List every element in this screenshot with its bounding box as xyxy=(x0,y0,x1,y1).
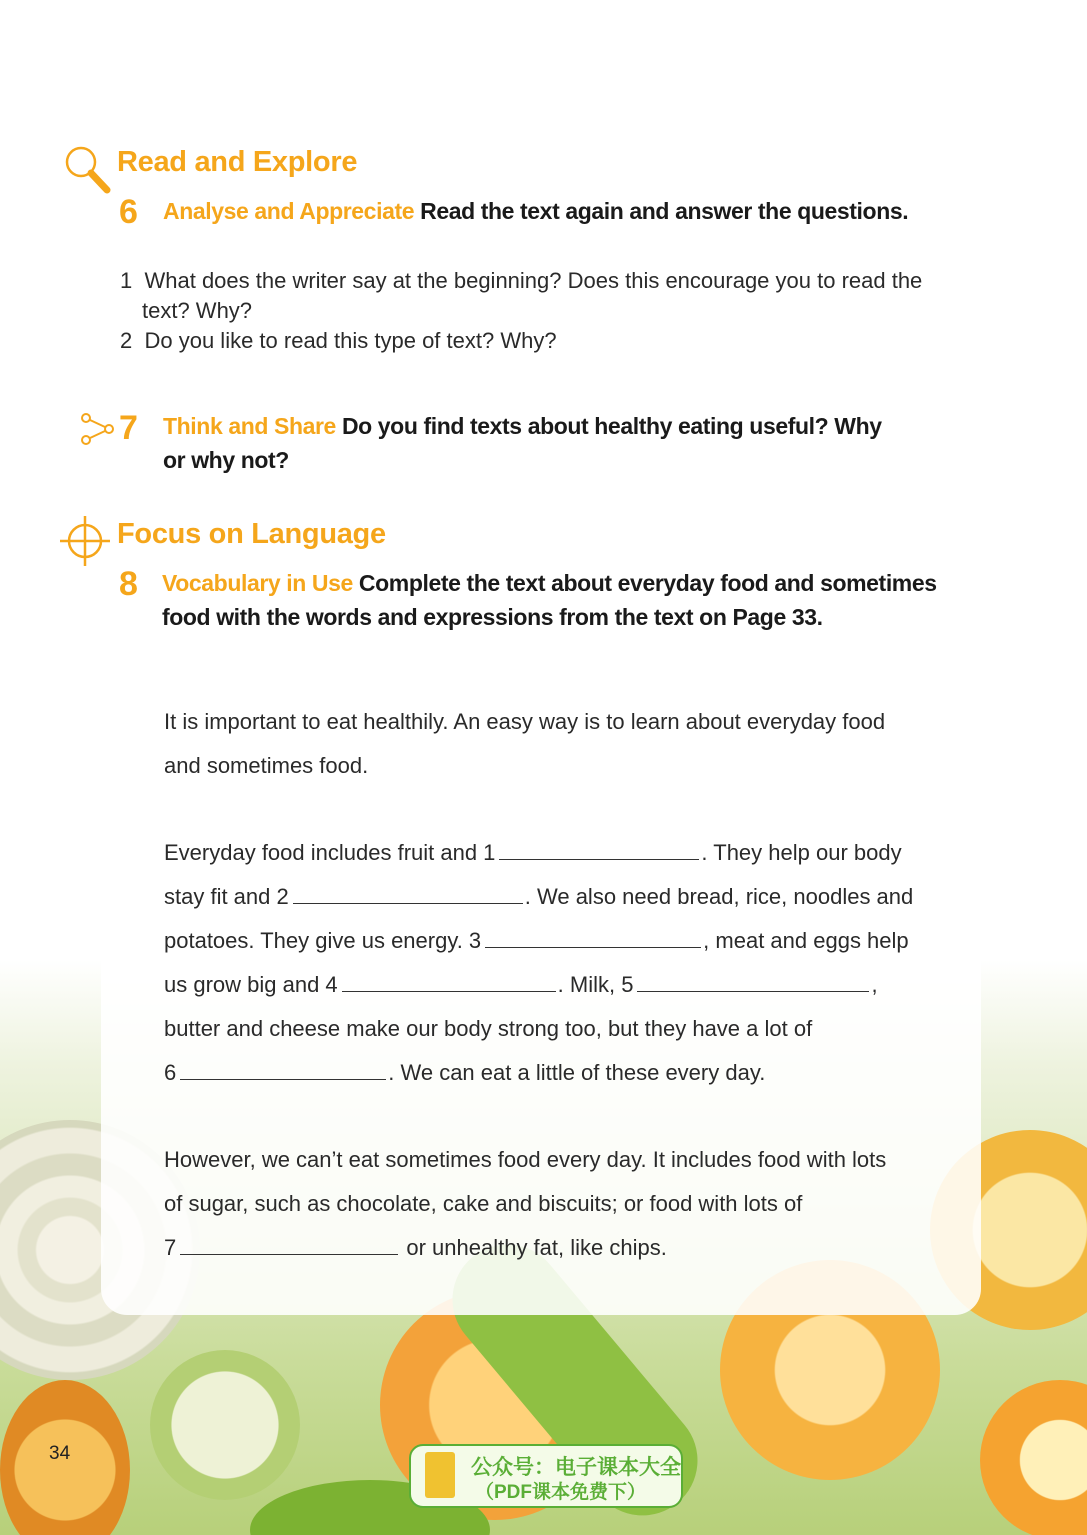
text-segment: of sugar, such as chocolate, cake and biscuits; or food with lots of xyxy=(164,1191,803,1216)
task-8-heading xyxy=(162,566,992,634)
text-line xyxy=(164,963,913,1007)
task-label: Analyse and Appreciate xyxy=(163,198,415,224)
text-segment: 7 xyxy=(164,1235,177,1260)
text-segment: us grow big and 4 xyxy=(164,972,338,997)
section-title-focus-language: Focus on Language xyxy=(117,518,386,550)
task-instruction-cont: or why not? xyxy=(163,447,289,473)
blank-5[interactable] xyxy=(637,963,869,992)
task-instruction: Do you find texts about healthy eating useful? Why xyxy=(341,413,882,439)
text-segment: 6 xyxy=(164,1060,177,1085)
task-7-heading xyxy=(163,409,963,477)
blank-4[interactable] xyxy=(342,963,556,992)
text-segment: , xyxy=(871,972,878,997)
watermark-badge xyxy=(409,1444,683,1508)
text-segment: . We can eat a little of these every day. xyxy=(388,1060,766,1085)
blank-1[interactable] xyxy=(499,831,699,860)
text-segment: stay fit and 2 xyxy=(164,884,289,909)
text-line xyxy=(164,1007,913,1051)
paragraph-3 xyxy=(164,1138,886,1270)
text-segment: . We also need bread, rice, noodles and xyxy=(524,884,914,909)
question-number: 2 xyxy=(120,328,133,353)
text-segment: , meat and eggs help xyxy=(703,928,909,953)
question-text-cont: text? Why? xyxy=(142,298,253,323)
text-segment: . Milk, 5 xyxy=(557,972,634,997)
task-6-heading xyxy=(163,194,908,228)
blank-2[interactable] xyxy=(293,875,523,904)
paragraph-1 xyxy=(164,700,885,788)
blank-3[interactable] xyxy=(485,919,701,948)
paragraph-2 xyxy=(164,831,913,1095)
text-segment: potatoes. They give us energy. 3 xyxy=(164,928,482,953)
question-1 xyxy=(120,266,980,326)
text-line xyxy=(164,1182,886,1226)
question-text: Do you like to read this type of text? Why? xyxy=(144,328,557,353)
blank-6[interactable] xyxy=(180,1051,386,1080)
question-2 xyxy=(120,326,980,356)
text-line xyxy=(164,875,913,919)
task-label: Think and Share xyxy=(163,413,336,439)
question-text: What does the writer say at the beginning? Does this encourage you to read the xyxy=(144,268,923,293)
text-segment: Everyday food includes fruit and 1 xyxy=(164,840,496,865)
question-number: 1 xyxy=(120,268,133,293)
task-instruction: Complete the text about everyday food and sometimes xyxy=(358,570,937,596)
share-icon xyxy=(80,412,116,451)
page-number: 34 xyxy=(49,1443,71,1464)
text-line xyxy=(164,1138,886,1182)
text-segment: However, we can’t eat sometimes food every day. It includes food with lots xyxy=(164,1147,887,1172)
text-line xyxy=(164,831,913,875)
task-number: 7 xyxy=(119,409,138,447)
task-instruction-cont: food with the words and expressions from the text on Page 33. xyxy=(162,604,823,630)
book-icon xyxy=(425,1452,455,1498)
text-segment: or unhealthy fat, like chips. xyxy=(400,1235,667,1260)
magnifier-icon xyxy=(63,144,113,201)
task-label: Vocabulary in Use xyxy=(162,570,353,596)
badge-text-2: （PDF课本免费下） xyxy=(475,1482,647,1503)
text-segment: butter and cheese make our body strong too, but they have a lot of xyxy=(164,1016,813,1041)
task-instruction: Read the text again and answer the questions. xyxy=(420,198,909,224)
text-segment: . They help our body xyxy=(701,840,902,865)
blank-7[interactable] xyxy=(180,1226,398,1255)
badge-text-1: 公众号：电子课本大全 xyxy=(471,1456,681,1479)
text-line: It is important to eat healthily. An easy way is to learn about everyday food xyxy=(164,709,886,734)
crosshair-icon xyxy=(58,514,112,573)
section-title-read-explore: Read and Explore xyxy=(117,146,358,178)
text-line xyxy=(164,919,913,963)
text-line xyxy=(164,1051,913,1095)
task-number: 8 xyxy=(119,565,138,603)
text-line xyxy=(164,1226,886,1270)
task-number: 6 xyxy=(119,193,138,231)
text-line: and sometimes food. xyxy=(164,753,369,778)
